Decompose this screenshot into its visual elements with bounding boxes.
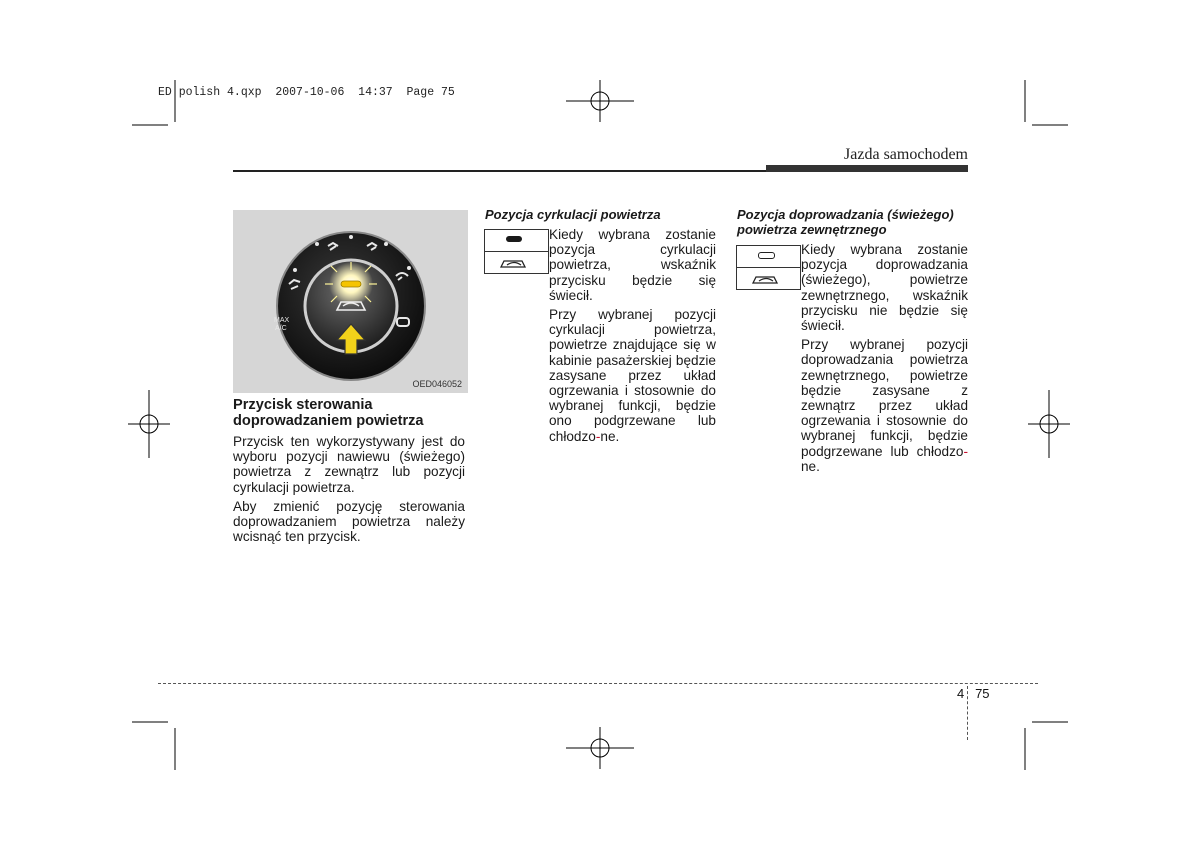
heading-line-2: doprowadzaniem powietrza: [233, 413, 424, 429]
icon-divider: [737, 267, 800, 268]
chapter-number: 4: [957, 686, 965, 701]
middle-paragraph-2: [549, 307, 716, 444]
middle-paragraph-1: Kiedy wybrana zostanie pozycja cyrkulacji powietrza, wskaźnik przycisku będzie się świecił.: [549, 227, 716, 303]
ac-label: A/C: [275, 325, 287, 332]
left-column: [233, 397, 465, 544]
left-paragraph-2: Aby zmienić pozycję sterowania doprowadzaniem powietrza należy wcisnąć ten przycisk.: [233, 498, 465, 545]
middle-column: [485, 207, 717, 222]
page-number-value: 75: [975, 686, 990, 701]
left-paragraph-1: Przycisk ten wykorzystywany jest do wyboru pozycji nawiewu (świeżego) powietrza z zewnątrz lub pozycji cyrkulacji powietrza.: [233, 434, 465, 495]
registration-mark-right: [1028, 390, 1070, 458]
right-hyphen: -: [963, 443, 968, 459]
fresh-air-indicator-box: [736, 245, 801, 290]
recirculation-indicator-box: [484, 229, 549, 274]
right-paragraph-1: Kiedy wybrana zostanie pozycja doprowadzania (świeżego), powietrze zewnętrznego, wskaźnik przycisku nie będzie się świecił.: [801, 242, 968, 334]
slug-time: 14:37: [358, 86, 393, 99]
footer-rule: [158, 683, 1038, 684]
subheading-line-1: Pozycja doprowadzania (świeżego): [737, 207, 954, 222]
section-heading: [233, 397, 465, 429]
indicator-on-icon: [506, 236, 522, 242]
middle-paragraph-2-text: Przy wybranej pozycji cyrkulacji powietrza, powietrze znajdujące się w kabinie pasażerskiej będzie zasysane przez układ ogrzewania i stosownie do wybranej funkcji, będzie ono podgrzewane lub chłodzo: [549, 307, 716, 444]
middle-text: [549, 227, 716, 444]
right-paragraph-2-end: ne.: [801, 458, 820, 474]
heading-line-1: Przycisk sterowania: [233, 397, 373, 413]
indicator-lamp: [341, 281, 361, 287]
right-text: [801, 242, 968, 474]
middle-hyphen: -: [595, 428, 601, 444]
control-knob-illustration: [233, 210, 468, 393]
recirculation-symbol-icon: [499, 257, 529, 269]
subheading-line-2: powietrza zewnętrznego: [737, 222, 887, 237]
registration-mark-top: [566, 80, 634, 122]
registration-mark-bottom: [566, 727, 634, 769]
icon-divider: [485, 251, 548, 252]
figure-code: OED046052: [412, 379, 462, 389]
slug-file: ED polish 4.qxp: [158, 86, 262, 99]
right-column: [737, 207, 971, 237]
fresh-air-symbol-icon: [751, 273, 781, 285]
indicator-off-icon: [758, 252, 775, 259]
recirculation-subheading: Pozycja cyrkulacji powietrza: [485, 207, 661, 222]
right-paragraph-2: [801, 337, 968, 474]
page-number: [957, 686, 990, 701]
footer-divider: [967, 686, 968, 740]
max-label: MAX: [274, 317, 290, 324]
slug-date: 2007-10-06: [275, 86, 345, 99]
control-knob-figure: [233, 210, 468, 393]
middle-paragraph-2-end: ne.: [600, 428, 620, 444]
header-bar: [766, 165, 968, 172]
registration-mark-left: [128, 390, 170, 458]
slug-page: Page 75: [406, 86, 455, 99]
fresh-air-subheading: [737, 207, 971, 237]
right-paragraph-2-text: Przy wybranej pozycji doprowadzania powietrza zewnętrznego, powietrze będzie zasysane z zewnątrz przez układ ogrzewania i stosownie do wybranej funkcji, będzie podgrzewane lub chłodzo: [801, 337, 968, 459]
section-title: Jazda samochodem: [844, 146, 968, 163]
